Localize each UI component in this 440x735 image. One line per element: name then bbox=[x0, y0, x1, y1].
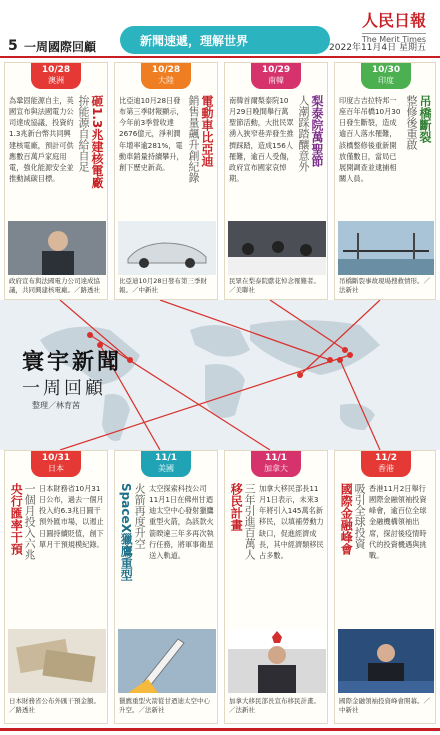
news-photo bbox=[8, 629, 106, 693]
photo-caption: 政府宣布與法國電力公司達成協議，共同興建核電廠。／路透社 bbox=[9, 277, 100, 295]
card-body: 南韓首爾梨泰院10月29日晚間舉行萬聖節活動，大批民眾湧入狹窄巷弄發生推擠踩踏，造成156人罹難，逾百人受傷，政府宣布國家哀悼期。 bbox=[229, 96, 294, 184]
slogan-text: 新聞速遞，理解世界 bbox=[140, 34, 249, 48]
bridge-photo bbox=[338, 221, 434, 275]
rocket-photo bbox=[118, 629, 216, 693]
card-title: 移民計畫 bbox=[229, 483, 244, 531]
date-badge: 10/28 大陸 bbox=[141, 63, 191, 89]
news-card-6 bbox=[114, 450, 218, 724]
card-title: 電動車比亞迪 bbox=[200, 95, 214, 167]
card-title: 吊橋斷裂 bbox=[418, 95, 432, 143]
news-photo bbox=[118, 221, 216, 275]
card-body: 為鞏固能源自主，英國宣布與法國電力公司達成協議，投資約1.3兆新台幣共同興建核電廠，預計可供應數百萬戶家庭用電，強化能源安全並推動減碳目標。 bbox=[9, 96, 74, 184]
person-photo bbox=[8, 221, 106, 275]
card-subtitle: 整修後重啟 bbox=[405, 95, 418, 150]
date-badge: 10/29 南韓 bbox=[251, 63, 301, 89]
news-photo bbox=[118, 629, 216, 693]
card-body: 太空探索科技公司11月1日在佛州甘迺迪太空中心發射獵鷹重型火箭，為該款火箭睽違三年多再次執行任務，將軍事衛星送入軌道。 bbox=[149, 484, 214, 560]
photo-caption: 民眾在梨泰院獻花悼念罹難者。／美聯社 bbox=[229, 277, 320, 295]
news-card-4 bbox=[334, 62, 436, 300]
summit-photo bbox=[338, 629, 434, 693]
card-body: 加拿大移民部長11月1日表示，未來3年將引入145萬名新移民，以填補勞動力缺口，促進經濟成長，其中經濟類移民占多數。 bbox=[259, 484, 324, 560]
currency-photo bbox=[8, 629, 106, 693]
slogan-tag: 快樂學習 bbox=[140, 18, 177, 28]
card-body: 比亞迪10月28日發布第三季財報顯示，今年前3季營收達2676億元，淨利潤年增率逾281%，電動車銷量持續攀升，創下歷史新高。 bbox=[119, 96, 184, 172]
news-photo bbox=[338, 221, 434, 275]
card-title: SpaceX獵鷹重型 bbox=[119, 483, 134, 581]
header-divider bbox=[0, 56, 440, 58]
car-photo bbox=[118, 221, 216, 275]
news-card-3 bbox=[224, 62, 328, 300]
issue-date: 2022年11月4日 星期五 bbox=[329, 43, 426, 53]
footer-divider bbox=[0, 728, 440, 731]
date-badge: 10/28 澳洲 bbox=[31, 63, 81, 89]
card-subtitle: 人潮踩踏釀意外 bbox=[297, 95, 310, 172]
news-card-1 bbox=[4, 62, 108, 300]
photo-caption: 比亞迪10月28日發布第三季財報。／中新社 bbox=[119, 277, 208, 295]
card-title: 央行匯率干預 bbox=[9, 483, 24, 555]
date-badge: 10/30 印度 bbox=[361, 63, 411, 89]
brand-name-en: The Merit Times bbox=[361, 35, 426, 44]
photo-caption: 加拿大移民部長宣布移民計畫。／法新社 bbox=[229, 697, 320, 715]
news-card-7 bbox=[224, 450, 328, 724]
news-photo bbox=[228, 629, 326, 693]
date-badge: 10/31 日本 bbox=[31, 451, 81, 477]
slogan-banner bbox=[120, 26, 330, 54]
date-badge: 11/2 香港 bbox=[361, 451, 411, 477]
page-number: 5 bbox=[8, 38, 18, 54]
card-title: 國際金融峰會 bbox=[339, 483, 354, 555]
card-subtitle: 銷售量飆升創紀錄 bbox=[187, 95, 200, 183]
map-subtitle: 一周回顧 bbox=[22, 378, 106, 399]
card-subtitle: 三年引進百萬人 bbox=[243, 483, 257, 560]
canada-podium-photo bbox=[228, 629, 326, 693]
date-badge: 11/1 美國 bbox=[141, 451, 191, 477]
crowd-photo bbox=[228, 221, 326, 275]
news-photo bbox=[8, 221, 106, 275]
brand-logo bbox=[362, 8, 426, 44]
card-title: 梨泰院萬聖節 bbox=[310, 95, 324, 167]
card-subtitle: 吸引全球投資 bbox=[353, 483, 367, 549]
card-body: 印度古吉拉特邦一座百年吊橋10月30日發生斷裂，造成逾百人落水罹難，該橋整修後重新開放僅數日，當局已展開調查並逮捕相關人員。 bbox=[339, 96, 401, 184]
photo-caption: 日本財務省公布外匯干預金額。／路透社 bbox=[9, 697, 100, 715]
news-photo bbox=[228, 221, 326, 275]
news-card-2 bbox=[114, 62, 218, 300]
section-title: 一周國際回顧 bbox=[24, 40, 97, 54]
card-title: 砸1.3兆建核電廠 bbox=[90, 95, 104, 189]
card-body: 香港11月2日舉行國際金融領袖投資峰會，逾百位全球金融機構領袖出席，探討後疫情時代的投資機遇與挑戰。 bbox=[369, 484, 427, 560]
news-card-5 bbox=[4, 450, 108, 724]
photo-caption: 吊橋斷裂事故現場搜救情形。／法新社 bbox=[339, 277, 430, 295]
map-title: 寰宇新聞 bbox=[22, 349, 123, 375]
brand-name: 人民日報 bbox=[361, 11, 426, 30]
card-subtitle: 火箭再度升空 bbox=[133, 483, 147, 549]
editor-credit: 整理／林育茜 bbox=[32, 401, 80, 410]
card-subtitle: 一個月投入六兆 bbox=[23, 483, 37, 560]
card-body: 日本財務省10月31日公布，過去一個月投入約6.3兆日圓干預外匯市場，以遏止日圓持續貶值，創下單月干預規模紀錄。 bbox=[39, 484, 104, 549]
date-badge: 11/1 加拿大 bbox=[251, 451, 301, 477]
news-photo bbox=[338, 629, 434, 693]
photo-caption: 國際金融領袖投資峰會開幕。／中新社 bbox=[339, 697, 430, 715]
card-subtitle: 拚能源自給自足 bbox=[77, 95, 90, 172]
page-header bbox=[0, 0, 440, 56]
photo-caption: 獵鷹重型火箭從甘迺迪太空中心升空。／法新社 bbox=[119, 697, 210, 715]
news-card-8 bbox=[334, 450, 436, 724]
